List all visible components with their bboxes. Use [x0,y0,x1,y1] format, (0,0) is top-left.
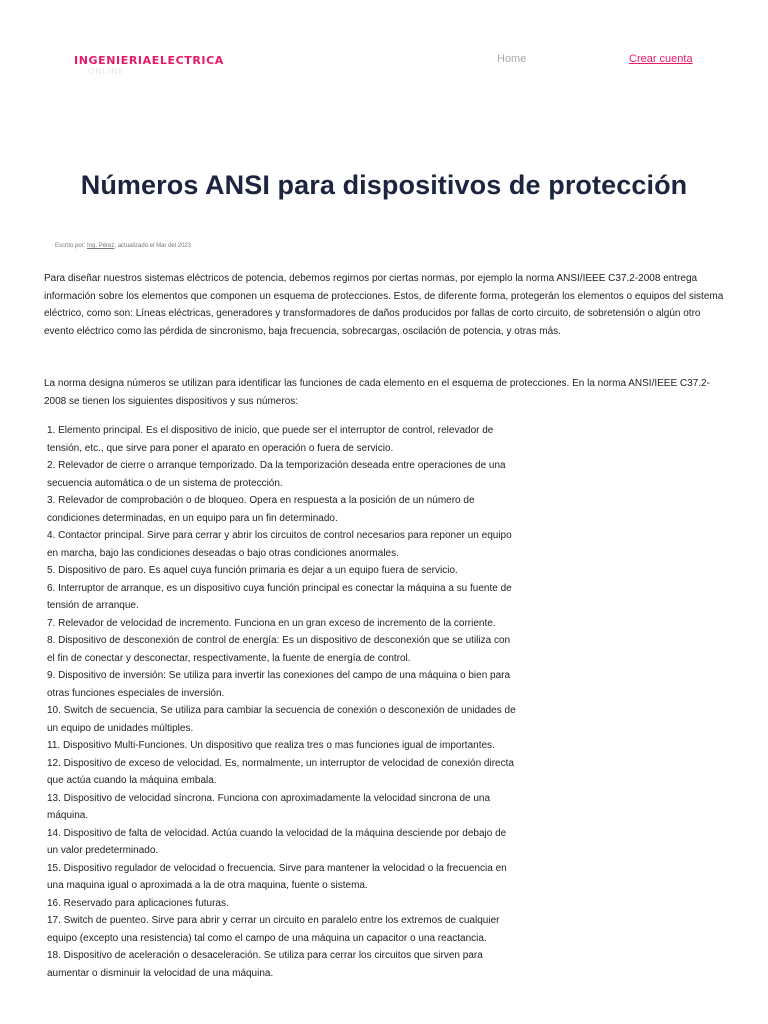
site-header [0,0,768,100]
list-item: 4. Contactor principal. Sirve para cerrar y abrir los circuitos de control necesarios para reponer un equipo en marcha, bajo las condiciones deseadas o bajo otras condiciones anormales. [47,530,512,559]
list-item: 6. Interruptor de arranque, es un dispositivo cuya función principal es conectar la máquina a su fuente de tensión de arranque. [47,582,512,611]
list-item: 3. Relevador de comprobación o de bloqueo. Opera en respuesta a la posición de un número de condiciones determinadas, en un equipo para un fin determinado. [47,495,475,524]
ansi-device-list [44,422,517,982]
list-item: 11. Dispositivo Multi-Funciones. Un dispositivo que realiza tres o mas funciones igual de importantes. [47,740,495,751]
list-item: 8. Dispositivo de desconexión de control de energía: Es un dispositivo de desconexión que se utiliza con el fin de conectar y desconectar, respectivamente, la fuente de energía de control. [47,635,511,664]
byline-prefix: Escrito por: [55,243,88,249]
list-item: 17. Switch de puenteo. Sirve para abrir y cerrar un circuito en paralelo entre los extremos de cualquier equipo (excepto una resistencia) tal como el campo de una máquina un capacitor o una reactancia. [47,915,500,944]
list-item: 9. Dispositivo de inversión: Se utiliza para invertir las conexiones del campo de una máquina o bien para otras funciones especiales de inversión. [47,670,511,699]
list-item: 13. Dispositivo de velocidad síncrona. Funciona con aproximadamente la velocidad sincrona de una máquina. [47,792,491,821]
byline-date: , actualizado el Mar del 2023 [114,243,192,249]
site-logo[interactable]: INGENIERIAELECTRICA [74,54,224,67]
article-byline [55,243,191,249]
list-item: 5. Dispositivo de paro. Es aquel cuya función primaria es dejar a un equipo fuera de servicio. [47,565,458,576]
list-item: 2. Relevador de cierre o arranque temporizado. Da la temporización deseada entre operaciones de una secuencia automática o de un sistema de protección. [47,460,506,489]
nav-home-link[interactable]: Home [497,53,527,65]
byline-author-link[interactable]: Ing. Pérez [87,243,115,249]
site-logo-subtitle: ONLINE [88,67,125,76]
list-item: 15. Dispositivo regulador de velocidad o frecuencia. Sirve para mantener la velocidad o la frecuencia en una maquina igual o aproximada a la de otra maquina, fuente o sistema. [47,862,507,891]
page-title: Números ANSI para dispositivos de protección [80,170,688,200]
list-item: 16. Reservado para aplicaciones futuras. [47,897,229,909]
list-item: 10. Switch de secuencia, Se utiliza para cambiar la secuencia de conexión o desconexión de unidades de un equipo de unidades múltiples. [47,705,516,734]
intro-paragraph: Para diseñar nuestros sistemas eléctricos de potencia, debemos regirnos por ciertas normas, por ejemplo la norma ANSI/IEEE C37.2-2008 entrega información sobre los elementos que componen un esquema de protecciones. Estos, de diferente forma, protegerán los elementos o equipos del sistema eléctrico, como son: Líneas eléctricas, generadores y transformadores de daños producidos por fallas de corto circuito, de sobretensión o algún otro evento eléctrico como las pérdida de sincronismo, baja frecuencia, sobrecargas, oscilación de potencia, y otras más. [44,273,724,337]
list-item: 14. Dispositivo de falta de velocidad. Actúa cuando la velocidad de la máquina desciende por debajo de un valor predeterminado. [47,827,507,856]
norma-paragraph: La norma designa números se utilizan para identificar las funciones de cada elemento en el esquema de protecciones. En la norma ANSI/IEEE C37.2-2008 se tienen los siguientes dispositivos y sus números: [44,378,710,407]
list-item: 7. Relevador de velocidad de incremento. Funciona en un gran exceso de incremento de la corriente. [47,617,496,629]
list-item: 12. Dispositivo de exceso de velocidad. Es, normalmente, un interruptor de velocidad de conexión directa que actúa cuando la máquina embala. [47,757,514,786]
list-item: 1. Elemento principal. Es el dispositivo de inicio, que puede ser el interruptor de control, relevador de tensión, etc., que sirve para poner el aparato en operación o fuera de servicio. [47,425,494,454]
nav-create-account-link[interactable]: Crear cuenta [629,53,693,65]
article-body [44,270,724,982]
list-item: 18. Dispositivo de aceleración o desaceleración. Se utiliza para cerrar los circuitos que sirven para aumentar o disminuir la velocidad de una máquina. [47,950,483,979]
